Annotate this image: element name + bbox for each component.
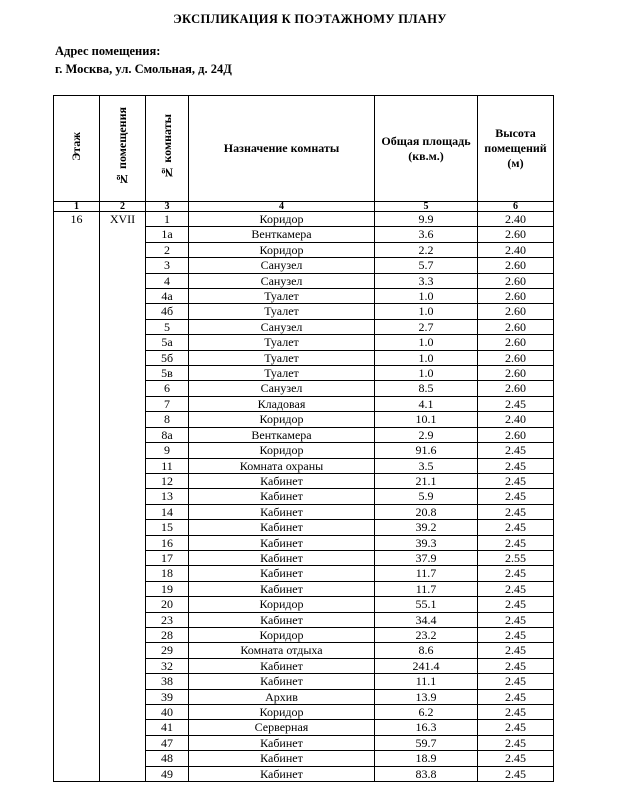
height-cell: 2.45 bbox=[478, 720, 554, 735]
floor-cell bbox=[54, 520, 100, 535]
premise-cell bbox=[100, 273, 146, 288]
purpose-cell: Комната охраны bbox=[189, 458, 375, 473]
table-row bbox=[54, 458, 554, 473]
room-number-cell: 5а bbox=[146, 335, 189, 350]
table-row bbox=[54, 381, 554, 396]
height-cell: 2.45 bbox=[478, 535, 554, 550]
area-cell: 8.5 bbox=[375, 381, 478, 396]
floor-cell bbox=[54, 720, 100, 735]
area-cell: 59.7 bbox=[375, 735, 478, 750]
area-cell: 1.0 bbox=[375, 350, 478, 365]
area-cell: 3.5 bbox=[375, 458, 478, 473]
table-row bbox=[54, 473, 554, 488]
room-number-cell: 3 bbox=[146, 258, 189, 273]
column-number: 3 bbox=[146, 202, 189, 212]
header-height: Высота помещений (м) bbox=[478, 96, 554, 202]
height-cell: 2.60 bbox=[478, 289, 554, 304]
table-row bbox=[54, 273, 554, 288]
purpose-cell: Комната отдыха bbox=[189, 643, 375, 658]
table-row bbox=[54, 720, 554, 735]
area-cell: 21.1 bbox=[375, 473, 478, 488]
address-value: г. Москва, ул. Смольная, д. 24Д bbox=[55, 62, 232, 76]
area-cell: 1.0 bbox=[375, 304, 478, 319]
height-cell: 2.45 bbox=[478, 396, 554, 411]
purpose-cell: Кабинет bbox=[189, 751, 375, 766]
purpose-cell: Туалет bbox=[189, 304, 375, 319]
premise-cell bbox=[100, 535, 146, 550]
table-row bbox=[54, 735, 554, 750]
area-cell: 91.6 bbox=[375, 443, 478, 458]
table-row bbox=[54, 535, 554, 550]
height-cell: 2.60 bbox=[478, 304, 554, 319]
room-number-cell: 5в bbox=[146, 366, 189, 381]
area-cell: 37.9 bbox=[375, 550, 478, 565]
room-number-cell: 4а bbox=[146, 289, 189, 304]
floor-cell bbox=[54, 674, 100, 689]
floor-cell bbox=[54, 319, 100, 334]
height-cell: 2.60 bbox=[478, 319, 554, 334]
document-title: ЭКСПЛИКАЦИЯ К ПОЭТАЖНОМУ ПЛАНУ bbox=[173, 12, 447, 26]
premise-cell bbox=[100, 473, 146, 488]
height-cell: 2.45 bbox=[478, 443, 554, 458]
table-row bbox=[54, 396, 554, 411]
purpose-cell: Кабинет bbox=[189, 504, 375, 519]
room-number-cell: 4 bbox=[146, 273, 189, 288]
room-number-cell: 38 bbox=[146, 674, 189, 689]
room-number-cell: 1а bbox=[146, 227, 189, 242]
premise-cell bbox=[100, 627, 146, 642]
table-row bbox=[54, 751, 554, 766]
area-cell: 2.7 bbox=[375, 319, 478, 334]
room-number-cell: 5б bbox=[146, 350, 189, 365]
premise-cell bbox=[100, 381, 146, 396]
premise-cell bbox=[100, 658, 146, 673]
premise-cell bbox=[100, 242, 146, 257]
table-row bbox=[54, 627, 554, 642]
purpose-cell: Венткамера bbox=[189, 227, 375, 242]
premise-cell bbox=[100, 366, 146, 381]
room-number-cell: 47 bbox=[146, 735, 189, 750]
height-cell: 2.45 bbox=[478, 458, 554, 473]
height-cell: 2.45 bbox=[478, 751, 554, 766]
floor-cell bbox=[54, 766, 100, 781]
floor-cell bbox=[54, 381, 100, 396]
column-number: 6 bbox=[478, 202, 554, 212]
area-cell: 20.8 bbox=[375, 504, 478, 519]
table-row bbox=[54, 766, 554, 781]
area-cell: 83.8 bbox=[375, 766, 478, 781]
room-number-cell: 7 bbox=[146, 396, 189, 411]
height-cell: 2.60 bbox=[478, 335, 554, 350]
area-cell: 11.7 bbox=[375, 581, 478, 596]
premise-cell bbox=[100, 720, 146, 735]
purpose-cell: Кабинет bbox=[189, 550, 375, 565]
floor-cell bbox=[54, 227, 100, 242]
area-cell: 1.0 bbox=[375, 366, 478, 381]
room-number-cell: 14 bbox=[146, 504, 189, 519]
area-cell: 5.9 bbox=[375, 489, 478, 504]
column-number: 4 bbox=[189, 202, 375, 212]
premise-cell bbox=[100, 258, 146, 273]
purpose-cell: Кабинет bbox=[189, 520, 375, 535]
area-cell: 11.1 bbox=[375, 674, 478, 689]
area-cell: 241.4 bbox=[375, 658, 478, 673]
floor-cell bbox=[54, 535, 100, 550]
purpose-cell: Санузел bbox=[189, 319, 375, 334]
table-row bbox=[54, 489, 554, 504]
floor-cell bbox=[54, 335, 100, 350]
purpose-cell: Туалет bbox=[189, 350, 375, 365]
floor-cell bbox=[54, 427, 100, 442]
floor-cell bbox=[54, 751, 100, 766]
height-cell: 2.60 bbox=[478, 381, 554, 396]
room-number-cell: 1 bbox=[146, 212, 189, 227]
floor-cell bbox=[54, 458, 100, 473]
premise-cell bbox=[100, 735, 146, 750]
floor-cell bbox=[54, 627, 100, 642]
purpose-cell: Туалет bbox=[189, 335, 375, 350]
purpose-cell: Кабинет bbox=[189, 612, 375, 627]
height-cell: 2.45 bbox=[478, 520, 554, 535]
area-cell: 55.1 bbox=[375, 597, 478, 612]
premise-cell bbox=[100, 304, 146, 319]
room-number-cell: 8а bbox=[146, 427, 189, 442]
premise-cell bbox=[100, 674, 146, 689]
premise-cell bbox=[100, 504, 146, 519]
purpose-cell: Кабинет bbox=[189, 489, 375, 504]
floor-cell bbox=[54, 504, 100, 519]
premise-cell bbox=[100, 350, 146, 365]
premise-cell bbox=[100, 227, 146, 242]
table-row bbox=[54, 550, 554, 565]
room-number-cell: 17 bbox=[146, 550, 189, 565]
room-number-cell: 8 bbox=[146, 412, 189, 427]
purpose-cell: Венткамера bbox=[189, 427, 375, 442]
purpose-cell: Коридор bbox=[189, 242, 375, 257]
premise-cell bbox=[100, 412, 146, 427]
room-number-cell: 39 bbox=[146, 689, 189, 704]
column-number: 2 bbox=[100, 202, 146, 212]
area-cell: 4.1 bbox=[375, 396, 478, 411]
purpose-cell: Кабинет bbox=[189, 674, 375, 689]
table-row bbox=[54, 212, 554, 227]
purpose-cell: Санузел bbox=[189, 273, 375, 288]
room-number-cell: 41 bbox=[146, 720, 189, 735]
table-row bbox=[54, 350, 554, 365]
column-number: 5 bbox=[375, 202, 478, 212]
room-number-cell: 5 bbox=[146, 319, 189, 334]
area-cell: 1.0 bbox=[375, 335, 478, 350]
floor-cell bbox=[54, 396, 100, 411]
floor-cell bbox=[54, 612, 100, 627]
floor-cell bbox=[54, 304, 100, 319]
table-row bbox=[54, 412, 554, 427]
height-cell: 2.45 bbox=[478, 566, 554, 581]
height-cell: 2.55 bbox=[478, 550, 554, 565]
table-row bbox=[54, 689, 554, 704]
room-number-cell: 18 bbox=[146, 566, 189, 581]
purpose-cell: Коридор bbox=[189, 627, 375, 642]
premise-cell bbox=[100, 520, 146, 535]
room-number-cell: 32 bbox=[146, 658, 189, 673]
floor-cell bbox=[54, 443, 100, 458]
height-cell: 2.45 bbox=[478, 674, 554, 689]
height-cell: 2.45 bbox=[478, 597, 554, 612]
floor-cell bbox=[54, 489, 100, 504]
table-row bbox=[54, 443, 554, 458]
room-number-cell: 9 bbox=[146, 443, 189, 458]
purpose-cell: Санузел bbox=[189, 258, 375, 273]
area-cell: 23.2 bbox=[375, 627, 478, 642]
floor-cell bbox=[54, 566, 100, 581]
height-cell: 2.45 bbox=[478, 643, 554, 658]
height-cell: 2.60 bbox=[478, 258, 554, 273]
premise-cell bbox=[100, 319, 146, 334]
height-cell: 2.45 bbox=[478, 766, 554, 781]
premise-cell bbox=[100, 689, 146, 704]
floor-cell bbox=[54, 643, 100, 658]
premise-cell bbox=[100, 396, 146, 411]
room-number-cell: 29 bbox=[146, 643, 189, 658]
table-row bbox=[54, 319, 554, 334]
room-number-cell: 23 bbox=[146, 612, 189, 627]
purpose-cell: Туалет bbox=[189, 289, 375, 304]
premise-cell bbox=[100, 643, 146, 658]
room-number-cell: 28 bbox=[146, 627, 189, 642]
table-row bbox=[54, 612, 554, 627]
height-cell: 2.60 bbox=[478, 273, 554, 288]
purpose-cell: Кабинет bbox=[189, 735, 375, 750]
floor-cell bbox=[54, 473, 100, 488]
premise-cell bbox=[100, 705, 146, 720]
table-row bbox=[54, 227, 554, 242]
area-cell: 13.9 bbox=[375, 689, 478, 704]
area-cell: 18.9 bbox=[375, 751, 478, 766]
floor-cell bbox=[54, 350, 100, 365]
purpose-cell: Коридор bbox=[189, 443, 375, 458]
premise-cell bbox=[100, 458, 146, 473]
table-row bbox=[54, 504, 554, 519]
premise-cell bbox=[100, 612, 146, 627]
floor-cell bbox=[54, 597, 100, 612]
floor-cell bbox=[54, 658, 100, 673]
table-row bbox=[54, 597, 554, 612]
purpose-cell: Туалет bbox=[189, 366, 375, 381]
table-row bbox=[54, 520, 554, 535]
floor-cell bbox=[54, 289, 100, 304]
height-cell: 2.45 bbox=[478, 581, 554, 596]
height-cell: 2.45 bbox=[478, 658, 554, 673]
area-cell: 6.2 bbox=[375, 705, 478, 720]
room-number-cell: 15 bbox=[146, 520, 189, 535]
premise-cell bbox=[100, 289, 146, 304]
area-cell: 16.3 bbox=[375, 720, 478, 735]
purpose-cell: Кабинет bbox=[189, 473, 375, 488]
purpose-cell: Коридор bbox=[189, 705, 375, 720]
height-cell: 2.60 bbox=[478, 366, 554, 381]
premise-cell bbox=[100, 766, 146, 781]
purpose-cell: Кладовая bbox=[189, 396, 375, 411]
header-floor: Этаж bbox=[54, 96, 100, 202]
header-premise-number: № помещения bbox=[100, 96, 146, 202]
height-cell: 2.45 bbox=[478, 612, 554, 627]
area-cell: 2.9 bbox=[375, 427, 478, 442]
table-row bbox=[54, 427, 554, 442]
table-row bbox=[54, 643, 554, 658]
floor-cell bbox=[54, 242, 100, 257]
premise-cell bbox=[100, 581, 146, 596]
table-row bbox=[54, 242, 554, 257]
table-row bbox=[54, 705, 554, 720]
table-row bbox=[54, 658, 554, 673]
height-cell: 2.60 bbox=[478, 350, 554, 365]
table-row bbox=[54, 566, 554, 581]
height-cell: 2.45 bbox=[478, 735, 554, 750]
premise-cell bbox=[100, 566, 146, 581]
header-room-number: № комнаты bbox=[146, 96, 189, 202]
room-number-cell: 6 bbox=[146, 381, 189, 396]
purpose-cell: Серверная bbox=[189, 720, 375, 735]
purpose-cell: Кабинет bbox=[189, 535, 375, 550]
premise-cell: XVII bbox=[100, 212, 146, 227]
room-number-cell: 13 bbox=[146, 489, 189, 504]
floor-cell bbox=[54, 705, 100, 720]
floor-cell bbox=[54, 581, 100, 596]
header-room-purpose: Назначение комнаты bbox=[189, 96, 375, 202]
area-cell: 5.7 bbox=[375, 258, 478, 273]
table-row bbox=[54, 289, 554, 304]
area-cell: 11.7 bbox=[375, 566, 478, 581]
room-number-cell: 49 bbox=[146, 766, 189, 781]
header-row bbox=[54, 96, 554, 202]
purpose-cell: Архив bbox=[189, 689, 375, 704]
area-cell: 39.2 bbox=[375, 520, 478, 535]
area-cell: 3.6 bbox=[375, 227, 478, 242]
height-cell: 2.40 bbox=[478, 242, 554, 257]
room-number-cell: 4б bbox=[146, 304, 189, 319]
header-total-area: Общая площадь (кв.м.) bbox=[375, 96, 478, 202]
purpose-cell: Кабинет bbox=[189, 566, 375, 581]
floor-cell bbox=[54, 550, 100, 565]
column-number-row bbox=[54, 202, 554, 212]
room-number-cell: 11 bbox=[146, 458, 189, 473]
height-cell: 2.45 bbox=[478, 504, 554, 519]
premise-cell bbox=[100, 335, 146, 350]
explication-table bbox=[53, 95, 554, 782]
height-cell: 2.45 bbox=[478, 489, 554, 504]
premise-cell bbox=[100, 550, 146, 565]
area-cell: 2.2 bbox=[375, 242, 478, 257]
height-cell: 2.60 bbox=[478, 227, 554, 242]
area-cell: 34.4 bbox=[375, 612, 478, 627]
room-number-cell: 20 bbox=[146, 597, 189, 612]
room-number-cell: 48 bbox=[146, 751, 189, 766]
area-cell: 10.1 bbox=[375, 412, 478, 427]
floor-cell bbox=[54, 273, 100, 288]
height-cell: 2.40 bbox=[478, 412, 554, 427]
area-cell: 9.9 bbox=[375, 212, 478, 227]
table-row bbox=[54, 258, 554, 273]
height-cell: 2.45 bbox=[478, 689, 554, 704]
address-label: Адрес помещения: bbox=[55, 44, 161, 58]
floor-cell bbox=[54, 258, 100, 273]
room-number-cell: 12 bbox=[146, 473, 189, 488]
height-cell: 2.45 bbox=[478, 627, 554, 642]
table-row bbox=[54, 674, 554, 689]
table-body bbox=[54, 212, 554, 782]
table-row bbox=[54, 335, 554, 350]
room-number-cell: 2 bbox=[146, 242, 189, 257]
column-number: 1 bbox=[54, 202, 100, 212]
room-number-cell: 16 bbox=[146, 535, 189, 550]
premise-cell bbox=[100, 597, 146, 612]
height-cell: 2.45 bbox=[478, 473, 554, 488]
height-cell: 2.60 bbox=[478, 427, 554, 442]
purpose-cell: Коридор bbox=[189, 412, 375, 427]
room-number-cell: 40 bbox=[146, 705, 189, 720]
area-cell: 8.6 bbox=[375, 643, 478, 658]
height-cell: 2.45 bbox=[478, 705, 554, 720]
room-number-cell: 19 bbox=[146, 581, 189, 596]
purpose-cell: Коридор bbox=[189, 212, 375, 227]
premise-cell bbox=[100, 427, 146, 442]
area-cell: 1.0 bbox=[375, 289, 478, 304]
purpose-cell: Коридор bbox=[189, 597, 375, 612]
floor-cell: 16 bbox=[54, 212, 100, 227]
purpose-cell: Кабинет bbox=[189, 658, 375, 673]
height-cell: 2.40 bbox=[478, 212, 554, 227]
floor-cell bbox=[54, 735, 100, 750]
floor-cell bbox=[54, 366, 100, 381]
purpose-cell: Кабинет bbox=[189, 766, 375, 781]
floor-cell bbox=[54, 689, 100, 704]
premise-cell bbox=[100, 751, 146, 766]
table-row bbox=[54, 581, 554, 596]
area-cell: 3.3 bbox=[375, 273, 478, 288]
purpose-cell: Кабинет bbox=[189, 581, 375, 596]
area-cell: 39.3 bbox=[375, 535, 478, 550]
table-row bbox=[54, 304, 554, 319]
premise-cell bbox=[100, 443, 146, 458]
table-row bbox=[54, 366, 554, 381]
premise-cell bbox=[100, 489, 146, 504]
floor-cell bbox=[54, 412, 100, 427]
purpose-cell: Санузел bbox=[189, 381, 375, 396]
